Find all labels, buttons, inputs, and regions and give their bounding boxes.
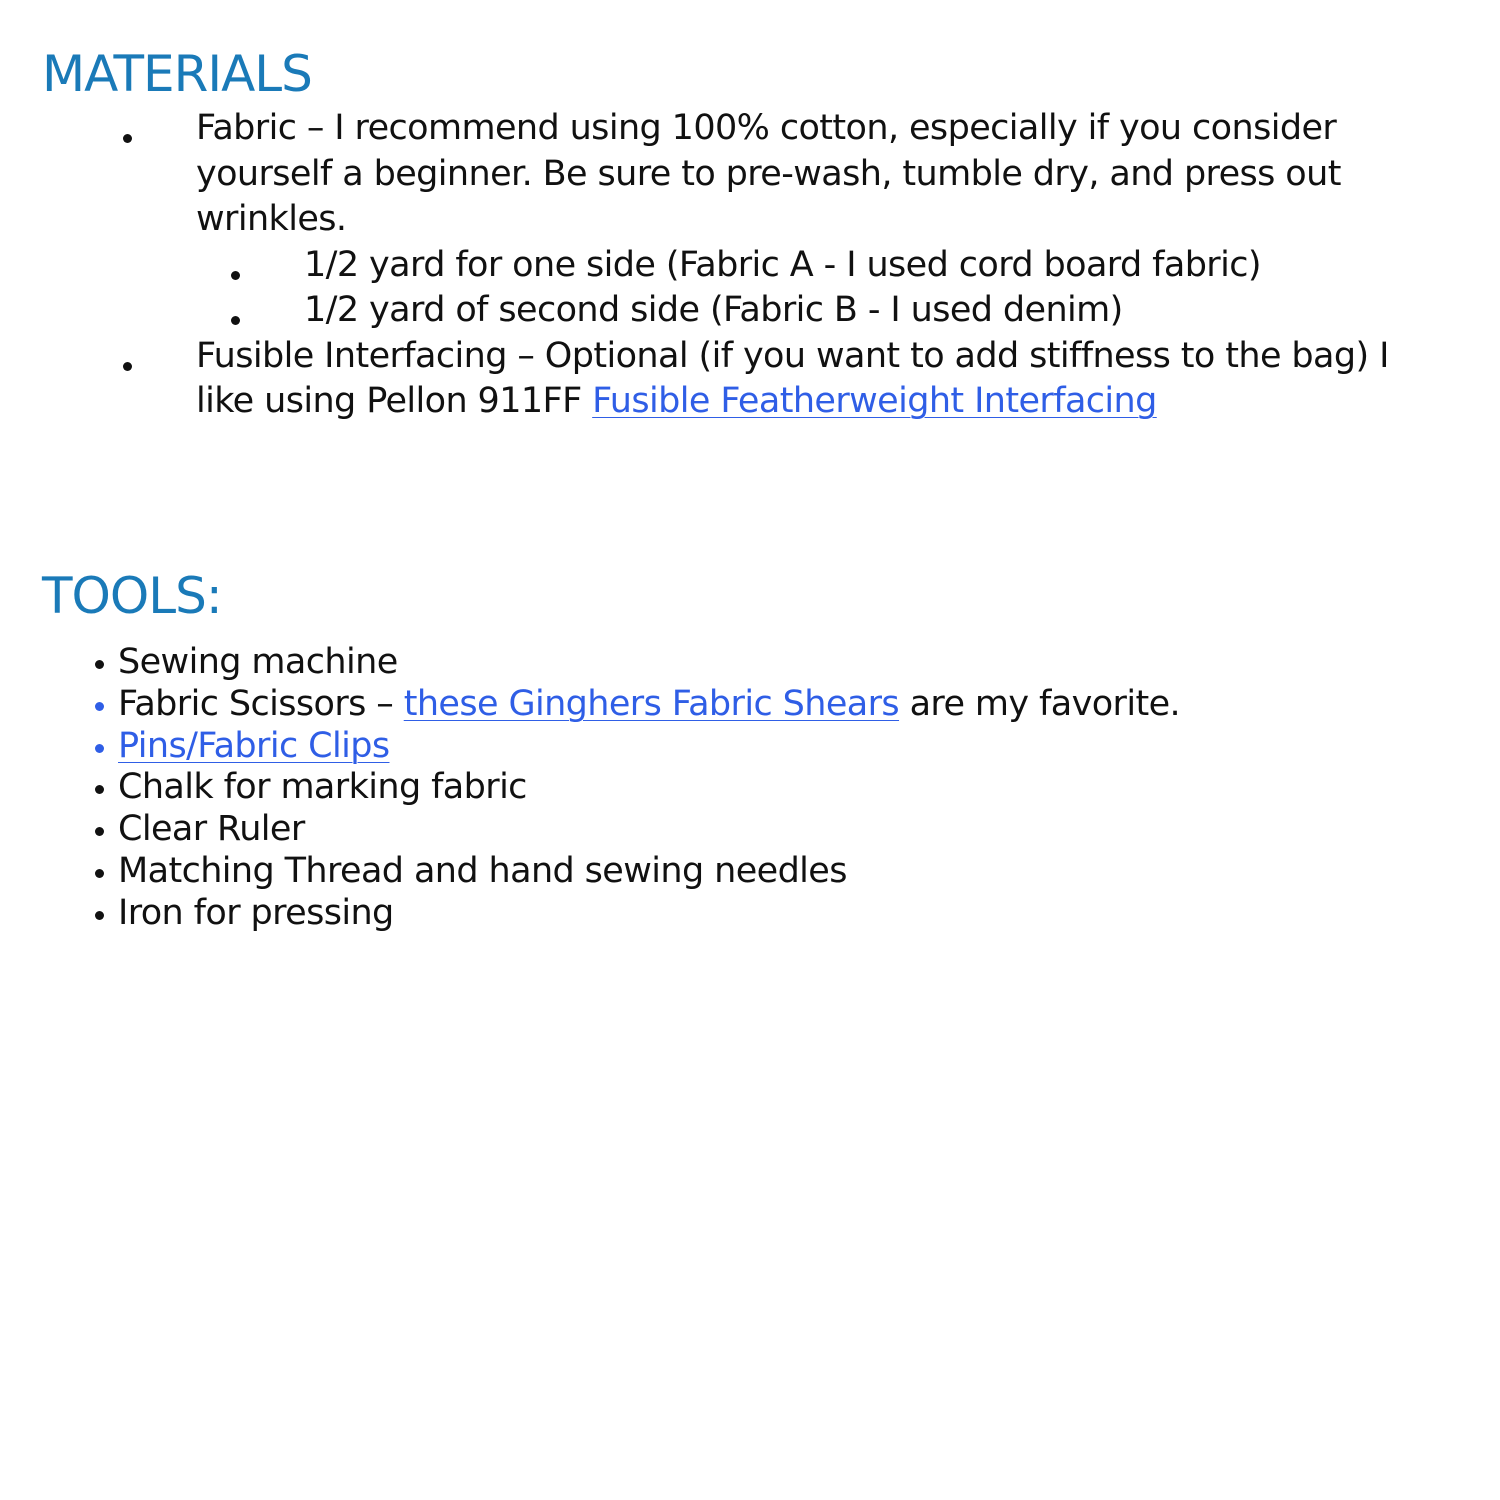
bullet-icon (95, 744, 104, 753)
bullet-icon (95, 660, 104, 669)
tools-item (0, 851, 1180, 893)
bullet-icon (231, 316, 240, 325)
bullet-icon (231, 271, 240, 280)
tools-list (0, 642, 1180, 935)
bullet-icon (95, 702, 104, 711)
fabric-subitem-text: 1/2 yard for one side (Fabric A - I used cord board fabric) (304, 244, 1261, 285)
bullet-icon (95, 827, 104, 836)
tools-item-dash: – (365, 683, 404, 724)
tools-item (0, 893, 1180, 935)
tools-item (0, 642, 1180, 684)
fabric-sublist (196, 243, 1446, 334)
tools-item-text: Sewing machine (118, 642, 398, 682)
bullet-icon (123, 362, 132, 371)
tools-heading: TOOLS: (42, 567, 222, 625)
materials-item-fabric (0, 106, 1446, 334)
materials-item-title: Fabric (196, 108, 297, 148)
tools-item-after: are my favorite. (899, 683, 1181, 724)
materials-heading: MATERIALS (42, 45, 312, 103)
interfacing-link[interactable]: Fusible Featherweight Interfacing (592, 381, 1157, 421)
materials-item-title: Fusible Interfacing (196, 335, 507, 376)
pins-clips-link[interactable]: Pins/Fabric Clips (118, 725, 390, 766)
materials-item-text: – I recommend using 100% cotton, especially if you consider yourself a beginner. Be sure to pre-wash, tumble dry, and press out wrinkles. (196, 108, 1341, 239)
bullet-icon (95, 911, 104, 920)
fabric-subitem (196, 243, 1446, 289)
bullet-icon (95, 869, 104, 878)
tools-item-text: Matching Thread and hand sewing needles (118, 850, 847, 891)
tools-item-text: Iron for pressing (118, 892, 394, 933)
tools-item (0, 767, 1180, 809)
tools-item-text: Chalk for marking fabric (118, 767, 527, 808)
materials-list (0, 106, 1500, 425)
fabric-subitem-text: 1/2 yard of second side (Fabric B - I used denim) (304, 290, 1123, 330)
tools-item-text: Clear Ruler (118, 809, 305, 850)
shears-link[interactable]: these Ginghers Fabric Shears (403, 683, 900, 724)
tools-item (0, 726, 1180, 768)
materials-item-text: – Optional (if you want to add stiffness to the bag) I like using Pellon 911FF (196, 335, 1389, 421)
materials-item-interfacing (0, 334, 1446, 425)
bullet-icon (123, 134, 132, 143)
tools-item-text: Fabric Scissors (118, 683, 366, 724)
tools-item (0, 809, 1180, 851)
fabric-subitem (196, 288, 1446, 334)
tools-item (0, 684, 1180, 726)
bullet-icon (95, 785, 104, 794)
